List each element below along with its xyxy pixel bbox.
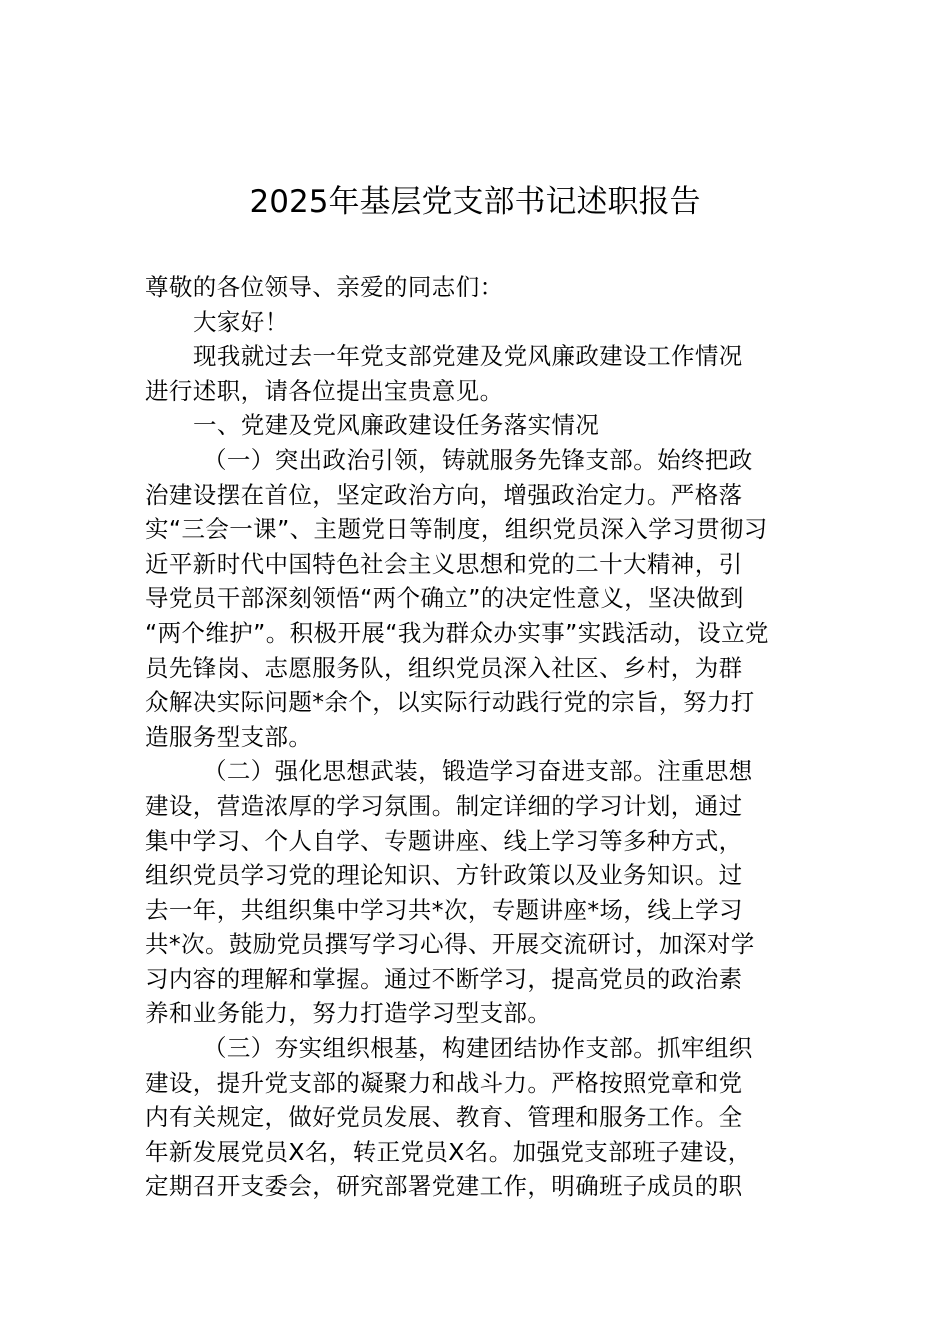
- paragraph-line: 习内容的理解和掌握。通过不断学习，提高党员的政治素: [145, 964, 743, 993]
- paragraph-line: 近平新时代中国特色社会主义思想和党的二十大精神，引: [145, 549, 743, 578]
- paragraph-line: 定期召开支委会，研究部署党建工作，明确班子成员的职: [145, 1172, 743, 1201]
- paragraph-line: 造服务型支部。: [145, 722, 313, 751]
- paragraph-line: 组织党员学习党的理论知识、方针政策以及业务知识。过: [145, 861, 743, 890]
- subsection-2-paragraph: [145, 754, 845, 1031]
- paragraph-line: 导党员干部深刻领悟“两个确立”的决定性意义，坚决做到: [145, 584, 744, 613]
- section-heading: 一、党建及党风廉政建设任务落实情况: [193, 411, 600, 440]
- subsection-1-paragraph: [145, 443, 845, 754]
- paragraph-line: 建设，提升党支部的凝聚力和战斗力。严格按照党章和党: [145, 1068, 743, 1097]
- paragraph-line: 员先锋岗、志愿服务队，组织党员深入社区、乡村，为群: [145, 653, 743, 682]
- paragraph-line: 去一年，共组织集中学习共*次，专题讲座*场，线上学习: [145, 895, 743, 924]
- salutation: 尊敬的各位领导、亲爱的同志们：: [145, 273, 504, 301]
- intro-paragraph: [145, 339, 845, 408]
- paragraph-line: 内有关规定，做好党员发展、教育、管理和服务工作。全: [145, 1103, 743, 1132]
- paragraph-line: 集中学习、个人自学、专题讲座、线上学习等多种方式，: [145, 826, 743, 855]
- intro-line: 现我就过去一年党支部党建及党风廉政建设工作情况: [193, 342, 743, 371]
- greeting: 大家好！: [193, 307, 289, 336]
- paragraph-line: 众解决实际问题*余个，以实际行动践行党的宗旨，努力打: [145, 688, 755, 717]
- document-title: 2025年基层党支部书记述职报告: [249, 184, 701, 220]
- subsection-3-paragraph: [145, 1031, 845, 1204]
- paragraph-line: （一）突出政治引领，铸就服务先锋支部。始终把政: [203, 445, 753, 474]
- paragraph-line: “两个维护”。积极开展“我为群众办实事”实践活动，设立党: [145, 618, 769, 647]
- paragraph-line: 年新发展党员X名，转正党员X名。加强党支部班子建设，: [145, 1137, 752, 1166]
- paragraph-line: 治建设摆在首位，坚定政治方向，增强政治定力。严格落: [145, 480, 743, 509]
- paragraph-line: 养和业务能力，努力打造学习型支部。: [145, 999, 552, 1028]
- paragraph-line: 建设，营造浓厚的学习氛围。制定详细的学习计划，通过: [145, 791, 743, 820]
- paragraph-line: （二）强化思想武装，锻造学习奋进支部。注重思想: [203, 757, 753, 786]
- paragraph-line: （三）夯实组织根基，构建团结协作支部。抓牢组织: [203, 1034, 753, 1063]
- paragraph-line: 实“三会一课”、主题党日等制度，组织党员深入学习贯彻习: [145, 515, 768, 544]
- document-body: [145, 270, 845, 1204]
- paragraph-line: 共*次。鼓励党员撰写学习心得、开展交流研讨，加深对学: [145, 930, 755, 959]
- intro-line: 进行述职，请各位提出宝贵意见。: [145, 376, 504, 405]
